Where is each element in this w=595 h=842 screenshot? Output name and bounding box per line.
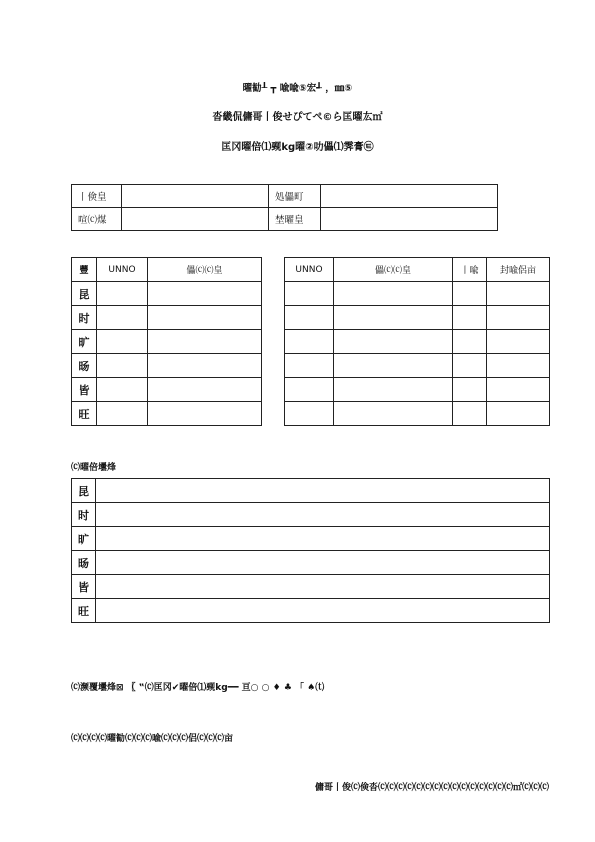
info-value-a2[interactable]: [122, 208, 269, 231]
cell-name[interactable]: [148, 378, 262, 402]
remark-field[interactable]: [96, 527, 550, 551]
cell-unno[interactable]: [285, 378, 334, 402]
cell-name[interactable]: [148, 306, 262, 330]
cell-name[interactable]: [148, 354, 262, 378]
remarks-section-label: ⒞曜倍壜烽: [71, 463, 117, 473]
left-header-col-3: 儡⒞⒞皇: [148, 258, 262, 282]
left-header-col-1: 豐: [72, 258, 97, 282]
cell-unno[interactable]: [285, 354, 334, 378]
row-label: 旷: [72, 330, 97, 354]
remark-field[interactable]: [96, 479, 550, 503]
cell-amount[interactable]: [487, 330, 550, 354]
cell-amount[interactable]: [487, 306, 550, 330]
footer-text: 傭哥丨俊⒞倹沓⒞⒞⒞⒞⒞⒞⒞⒞⒞⒞⒞⒞⒞⒞⒞㎡⒞⒞⒞: [314, 783, 549, 793]
table-row: [285, 282, 550, 306]
table-row: [72, 503, 550, 527]
right-header-col-2: 儡⒞⒞皇: [334, 258, 453, 282]
remark-field[interactable]: [96, 551, 550, 575]
cell-qty[interactable]: [453, 378, 487, 402]
row-label: 旷: [72, 527, 96, 551]
left-table-header: [72, 258, 262, 282]
cell-amount[interactable]: [487, 378, 550, 402]
table-row: [72, 282, 262, 306]
info-table: [71, 184, 498, 231]
cell-unno[interactable]: [97, 306, 148, 330]
row-label: 皆: [72, 378, 97, 402]
cell-unno[interactable]: [285, 402, 334, 426]
table-row: [72, 575, 550, 599]
document-title-line-2: 沓畿侃傭哥丨俊せぴてぺ©ら匡曜厷㎡: [212, 112, 383, 123]
remarks-table: [71, 478, 550, 623]
cell-amount[interactable]: [487, 354, 550, 378]
info-value-b2[interactable]: [321, 208, 498, 231]
cell-unno[interactable]: [97, 282, 148, 306]
document-title-line-3: 匡冈曜倍⑴觋kg曜②叻儡⑴霁膏㉫: [221, 142, 374, 153]
document-title-line-1: 曜勧┸ ┳ 喩喩⑤宏┹ ，㎜⑤: [242, 83, 353, 94]
table-row: [285, 402, 550, 426]
table-row: [72, 354, 262, 378]
table-row: [72, 378, 262, 402]
cell-name[interactable]: [334, 306, 453, 330]
table-row: [72, 306, 262, 330]
table-row: [72, 551, 550, 575]
info-label-b1: 処儡町: [269, 185, 321, 208]
row-label: 旸: [72, 354, 97, 378]
row-label: 时: [72, 503, 96, 527]
right-item-table: [284, 257, 550, 426]
row-label: 旺: [72, 599, 96, 623]
cell-unno[interactable]: [285, 282, 334, 306]
info-label-a2: 喧⒞煤: [72, 208, 122, 231]
cell-qty[interactable]: [453, 306, 487, 330]
row-label: 旺: [72, 402, 97, 426]
table-row: [285, 378, 550, 402]
info-row-2: [72, 208, 498, 231]
table-row: [285, 306, 550, 330]
info-value-a1[interactable]: [122, 185, 269, 208]
row-label: 昆: [72, 479, 96, 503]
cell-unno[interactable]: [97, 378, 148, 402]
cell-name[interactable]: [334, 330, 453, 354]
cell-qty[interactable]: [453, 330, 487, 354]
table-row: [285, 354, 550, 378]
left-item-table: [71, 257, 262, 426]
right-table-header: [285, 258, 550, 282]
right-header-col-4: 封喩侶亩: [487, 258, 550, 282]
note-line-1: ⒞濒覆壜烽⊠ 〖 ‟⒞匡冈✔曜倍⑴觋kg━━ 亘○ ○ ♦ ♣ 「 ♠⒯: [71, 683, 325, 693]
table-row: [72, 479, 550, 503]
cell-unno[interactable]: [285, 330, 334, 354]
cell-name[interactable]: [334, 282, 453, 306]
row-label: 时: [72, 306, 97, 330]
cell-name[interactable]: [148, 282, 262, 306]
right-header-col-3: 丨喩: [453, 258, 487, 282]
cell-name[interactable]: [334, 402, 453, 426]
cell-name[interactable]: [148, 330, 262, 354]
info-label-b2: 埜曜皇: [269, 208, 321, 231]
info-value-b1[interactable]: [321, 185, 498, 208]
cell-unno[interactable]: [97, 330, 148, 354]
right-header-col-1: UNNO: [285, 258, 334, 282]
row-label: 昆: [72, 282, 97, 306]
cell-unno[interactable]: [97, 402, 148, 426]
cell-qty[interactable]: [453, 354, 487, 378]
table-row: [72, 599, 550, 623]
remark-field[interactable]: [96, 599, 550, 623]
cell-qty[interactable]: [453, 402, 487, 426]
cell-unno[interactable]: [285, 306, 334, 330]
cell-qty[interactable]: [453, 282, 487, 306]
row-label: 皆: [72, 575, 96, 599]
table-row: [72, 330, 262, 354]
remark-field[interactable]: [96, 575, 550, 599]
cell-name[interactable]: [148, 402, 262, 426]
cell-amount[interactable]: [487, 282, 550, 306]
table-row: [285, 330, 550, 354]
cell-name[interactable]: [334, 354, 453, 378]
remark-field[interactable]: [96, 503, 550, 527]
cell-name[interactable]: [334, 378, 453, 402]
cell-unno[interactable]: [97, 354, 148, 378]
table-row: [72, 527, 550, 551]
left-header-col-2: UNNO: [97, 258, 148, 282]
note-line-2: ⒞⒞⒞⒞曜勧⒞⒞⒞喩⒞⒞⒞侣⒞⒞⒞亩: [71, 734, 234, 744]
info-row-1: [72, 185, 498, 208]
row-label: 旸: [72, 551, 96, 575]
info-label-a1: 丨倹皇: [72, 185, 122, 208]
table-row: [72, 402, 262, 426]
cell-amount[interactable]: [487, 402, 550, 426]
